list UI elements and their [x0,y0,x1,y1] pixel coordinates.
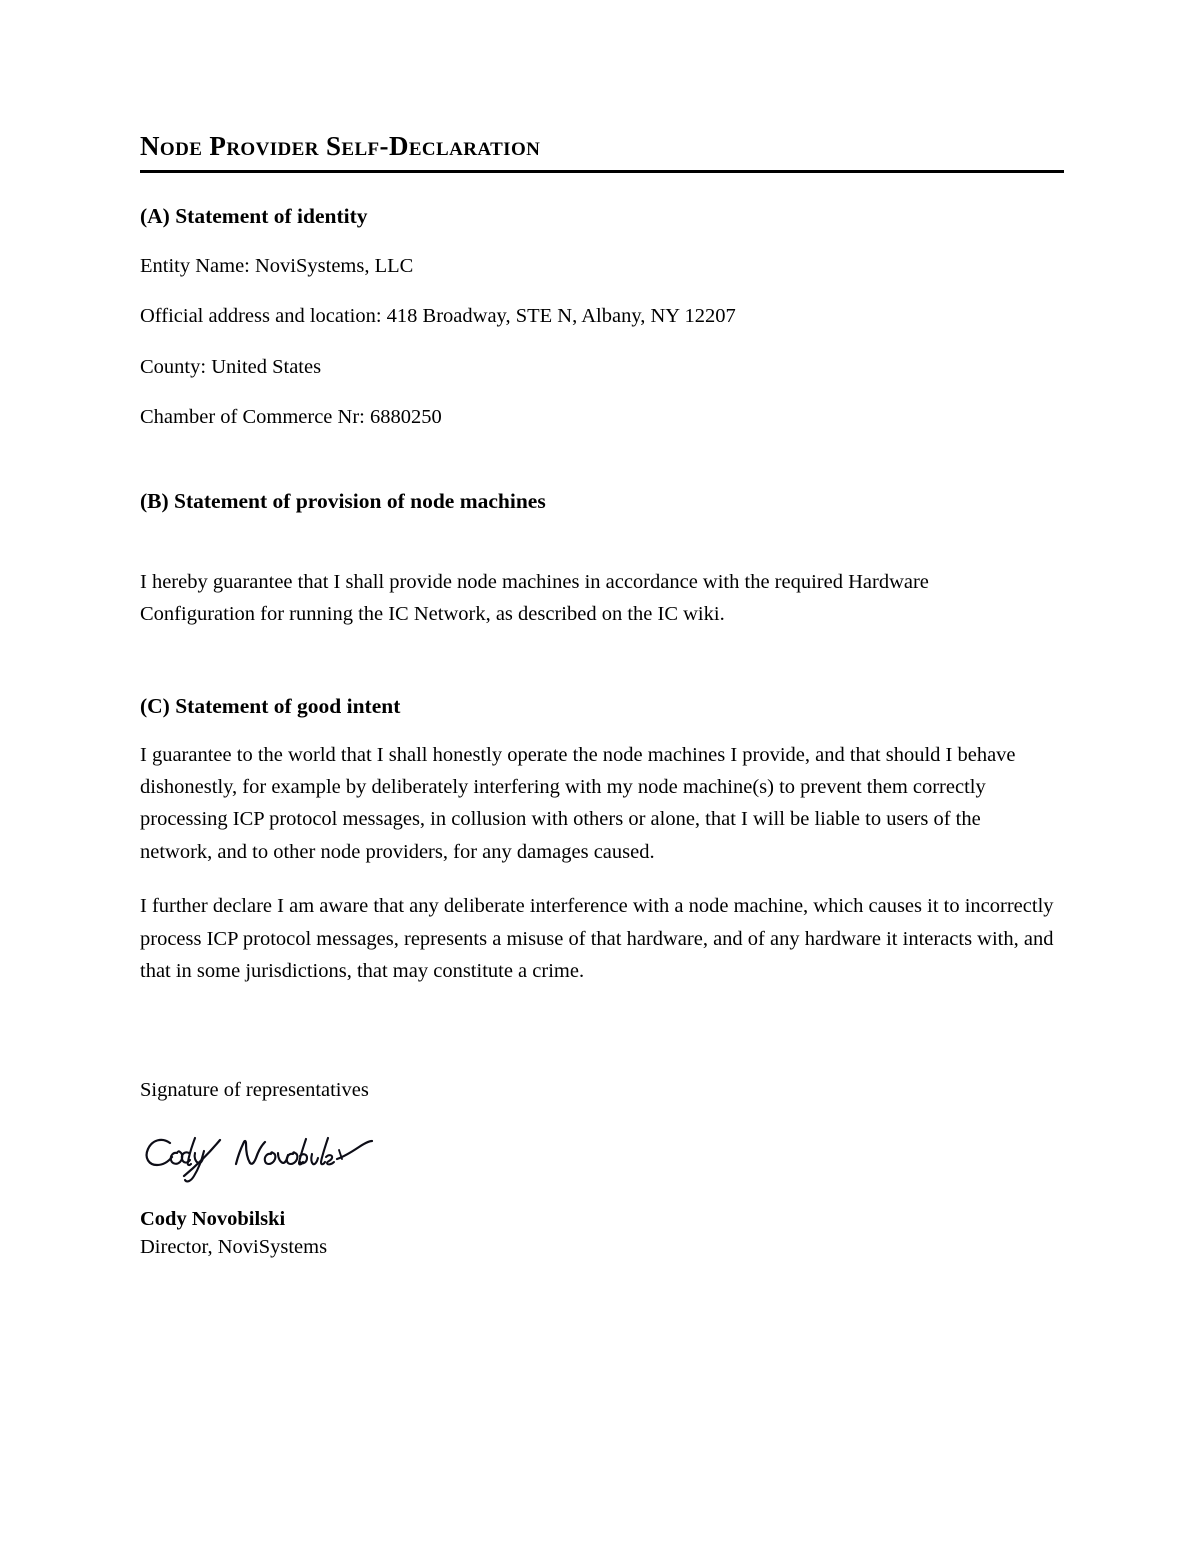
spacer-after-section-b [140,653,1064,693]
handwritten-signature-icon [140,1126,380,1188]
official-address-field: Official address and location: 418 Broadway, STE N, Albany, NY 12207 [140,305,736,328]
signatory-role: Director, NoviSystems [140,1235,328,1258]
section-a-heading: (A) Statement of identity [140,203,368,228]
section-c-heading: (C) Statement of good intent [140,693,401,718]
section-b-heading: (B) Statement of provision of node machines [140,489,546,514]
signature-label: Signature of representatives [140,1079,369,1102]
document-content [140,132,1064,1261]
spacer-before-signature [140,1009,1064,1077]
entity-name-field: Entity Name: NoviSystems, LLC [140,254,414,277]
chamber-of-commerce-field: Chamber of Commerce Nr: 6880250 [140,406,442,429]
section-b-paragraph: I hereby guarantee that I shall provide node machines in accordance with the required Hardware Configuration for running the IC Network, as described on the IC wiki. [140,571,929,626]
section-c-paragraph-2: I further declare I am aware that any deliberate interference with a node machine, which causes it to incorrectly process ICP protocol messages, represents a misuse of that hardware, and of any hardware it interacts with, and that in some jurisdictions, that may constitute a crime. [140,895,1054,982]
title-divider [140,170,1064,173]
page-title: Node Provider Self-Declaration [140,131,541,161]
county-field: County: United States [140,355,322,378]
spacer-after-section-a [140,455,1064,488]
signatory-name: Cody Novobilski [140,1207,286,1230]
section-c-paragraph-1: I guarantee to the world that I shall honestly operate the node machines I provide, and that should I behave dishonestly, for example by deliberately interfering with my node machine(s) to prevent them correctly processing ICP protocol messages, in collusion with others or alone, that I will be liable to users of the network, and to other node providers, for any damages caused. [140,743,1016,863]
